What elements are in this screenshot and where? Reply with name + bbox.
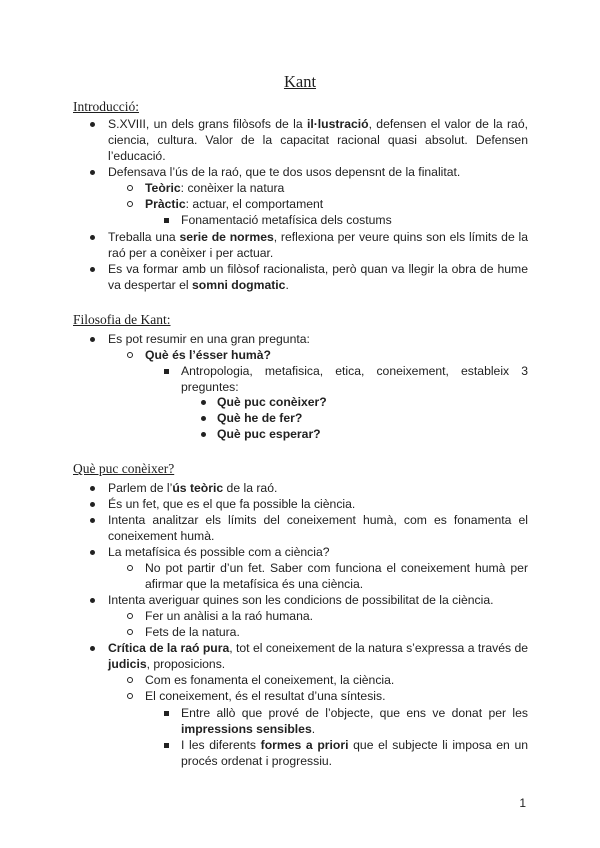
- list-item: Fer un anàlisi a la raó humana.: [145, 609, 314, 623]
- heading-filosofia: Filosofia de Kant:: [73, 312, 171, 327]
- list-item: Fonamentació metafísica dels costums: [181, 213, 392, 227]
- list-item: El coneixement, és el resultat d’una síntesis.: [145, 689, 386, 703]
- list-item: Antropologia, metafisica, etica, coneixement, estableix 3 preguntes:: [181, 364, 528, 394]
- bullet-square: [160, 737, 172, 748]
- bullet-square: [160, 705, 172, 716]
- bullet-dot: [86, 592, 98, 603]
- list-item: Teòric: conèixer la natura: [145, 181, 285, 195]
- list-item: Com es fonamenta el coneixement, la ciència.: [145, 673, 395, 687]
- list-item: Es va formar amb un filòsof racionalista, però quan va llegir la obra de hume va despertar el somni dogmatic.: [108, 262, 528, 292]
- heading-introduccio: Introducció:: [73, 99, 139, 114]
- list-item: No pot partir d’un fet. Saber com funciona el coneixement humà per afirmar que la metafísica és una ciència.: [145, 561, 528, 591]
- list-item: Es pot resumir en una gran pregunta:: [108, 332, 310, 346]
- bullet-dot: [86, 512, 98, 523]
- page-number: 1: [519, 796, 526, 810]
- bullet-circle: [124, 624, 136, 635]
- bullet-square: [160, 363, 172, 374]
- bullet-dot: [197, 394, 209, 405]
- heading-que-puc-coneixer: Què puc conèixer?: [73, 461, 175, 476]
- document-title: Kant: [283, 72, 317, 91]
- list-item: Crítica de la raó pura, tot el coneixement de la natura s’expressa a través de judicis, proposicions.: [108, 641, 529, 671]
- bullet-dot: [86, 544, 98, 555]
- bullet-dot: [86, 229, 98, 240]
- bullet-dot: [197, 410, 209, 421]
- list-item: Pràctic: actuar, el comportament: [145, 197, 324, 211]
- list-item: Intenta analitzar els límits del coneixement humà, com es fonamenta el coneixement humà.: [108, 513, 528, 543]
- list-item: Què puc conèixer?: [217, 395, 327, 409]
- bullet-dot: [86, 480, 98, 491]
- bullet-dot: [86, 640, 98, 651]
- bullet-circle: [124, 688, 136, 699]
- bullet-square: [160, 212, 172, 223]
- list-item: Treballa una serie de normes, reflexiona per veure quins son els límits de la raó per a conèixer i per actuar.: [108, 230, 528, 260]
- list-item: S.XVIII, un dels grans filòsofs de la il·lustració, defensen el valor de la raó, ciencia, cultura. Valor de la capacitat racional quasi absolut. Defensen l’educació.: [108, 117, 529, 163]
- bullet-dot: [86, 164, 98, 175]
- bullet-circle: [124, 672, 136, 683]
- bullet-dot: [86, 331, 98, 342]
- bullet-dot: [86, 496, 98, 507]
- bullet-circle: [124, 560, 136, 571]
- list-item: I les diferents formes a priori que el subjecte li imposa en un procés ordenat i progressiu.: [181, 738, 529, 768]
- bullet-circle: [124, 347, 136, 358]
- list-item: Entre allò que prové de l’objecte, que ens ve donat per les impressions sensibles.: [181, 706, 528, 736]
- list-item: Parlem de l’ús teòric de la raó.: [108, 481, 278, 495]
- bullet-dot: [86, 261, 98, 272]
- bullet-circle: [124, 196, 136, 207]
- bullet-dot: [86, 116, 98, 127]
- list-item: Què és l’ésser humà?: [145, 348, 271, 362]
- bullet-circle: [124, 180, 136, 191]
- list-item: És un fet, que es el que fa possible la ciència.: [108, 497, 356, 511]
- list-item: Intenta averiguar quines son les condicions de possibilitat de la ciència.: [108, 593, 494, 607]
- list-item: Defensava l’ús de la raó, que te dos usos depensnt de la finalitat.: [108, 165, 461, 179]
- list-item: Què puc esperar?: [217, 427, 321, 441]
- list-item: La metafísica és possible com a ciència?: [108, 545, 330, 559]
- bullet-dot: [197, 426, 209, 437]
- bullet-circle: [124, 608, 136, 619]
- list-item: Què he de fer?: [217, 411, 303, 425]
- list-item: Fets de la natura.: [145, 625, 240, 639]
